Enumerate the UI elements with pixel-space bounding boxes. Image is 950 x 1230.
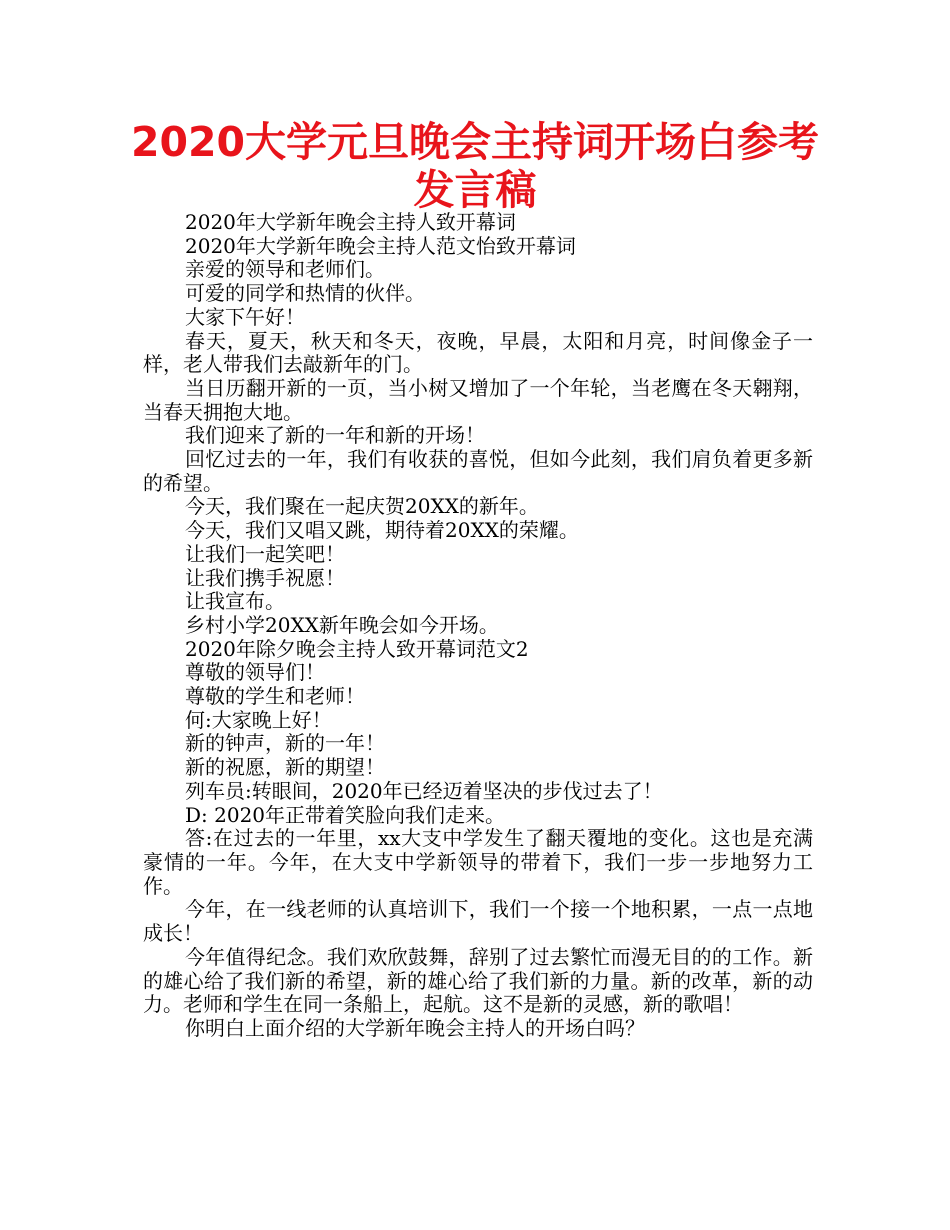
- body-paragraph: 让我宣布。: [185, 589, 285, 614]
- body-paragraph: 可爱的同学和热情的伙伴。: [185, 281, 425, 306]
- body-paragraph: 今天，我们聚在一起庆贺20XX的新年。: [185, 494, 539, 519]
- body-paragraph: 回忆过去的一年，我们有收获的喜悦，但如今此刻，我们肩负着更多新的希望。: [143, 447, 813, 495]
- body-paragraph: 尊敬的学生和老师！: [185, 684, 365, 709]
- body-paragraph: 尊敬的领导们！: [185, 660, 325, 685]
- body-paragraph: 让我们携手祝愿！: [185, 565, 345, 590]
- document-title: 2020大学元旦晚会主持词开场白参考发言稿: [130, 118, 820, 214]
- body-paragraph: 列车员:转眼间，2020年已经迈着坚决的步伐过去了！: [185, 778, 663, 803]
- body-paragraph: 今天，我们又唱又跳，期待着20XX的荣耀。: [185, 518, 579, 543]
- body-paragraph: 今年，在一线老师的认真培训下，我们一个接一个地积累，一点一点地成长！: [143, 897, 813, 946]
- body-paragraph: 新的钟声，新的一年！: [185, 731, 385, 756]
- body-paragraph: D: 2020年正带着笑脸向我们走来。: [185, 802, 506, 827]
- body-paragraph: 春天，夏天，秋天和冬天，夜晚，早晨，太阳和月亮，时间像金子一样，老人带我们去敲新年的门。: [143, 328, 813, 377]
- body-paragraph: 何:大家晚上好！: [185, 707, 332, 732]
- body-paragraph: 2020年大学新年晚会主持人致开幕词: [185, 210, 516, 234]
- body-paragraph: 当日历翻开新的一页，当小树又增加了一个年轮，当老鹰在冬天翱翔，当春天拥抱大地。: [143, 375, 813, 424]
- body-paragraph: 今年值得纪念。我们欢欣鼓舞，辞别了过去繁忙而漫无目的的工作。新的雄心给了我们新的希望，新的雄心给了我们新的力量。新的改革，新的动力。老师和学生在同一条船上，起航。这不是新的灵感，新的歌唱！: [143, 944, 813, 1017]
- body-paragraph: 2020年除夕晚会主持人致开幕词范文2: [185, 636, 529, 661]
- body-paragraph: 你明白上面介绍的大学新年晚会主持人的开场白吗？: [185, 1015, 645, 1040]
- body-paragraph: 大家下午好！: [185, 304, 305, 329]
- body-paragraph: 新的祝愿，新的期望！: [185, 755, 385, 780]
- document-body: [143, 211, 813, 1041]
- body-paragraph: 2020年大学新年晚会主持人范文怡致开幕词: [185, 233, 576, 258]
- body-paragraph: 亲爱的领导和老师们。: [185, 257, 385, 282]
- body-paragraph: 答:在过去的一年里，xx大支中学发生了翻天覆地的变化。这也是充满豪情的一年。今年，在大支中学新领导的带着下，我们一步一步地努力工作。: [143, 826, 813, 898]
- body-paragraph: 让我们一起笑吧！: [185, 541, 345, 566]
- body-paragraph: 我们迎来了新的一年和新的开场！: [185, 423, 485, 448]
- body-paragraph: 乡村小学20XX新年晚会如今开场。: [185, 612, 499, 637]
